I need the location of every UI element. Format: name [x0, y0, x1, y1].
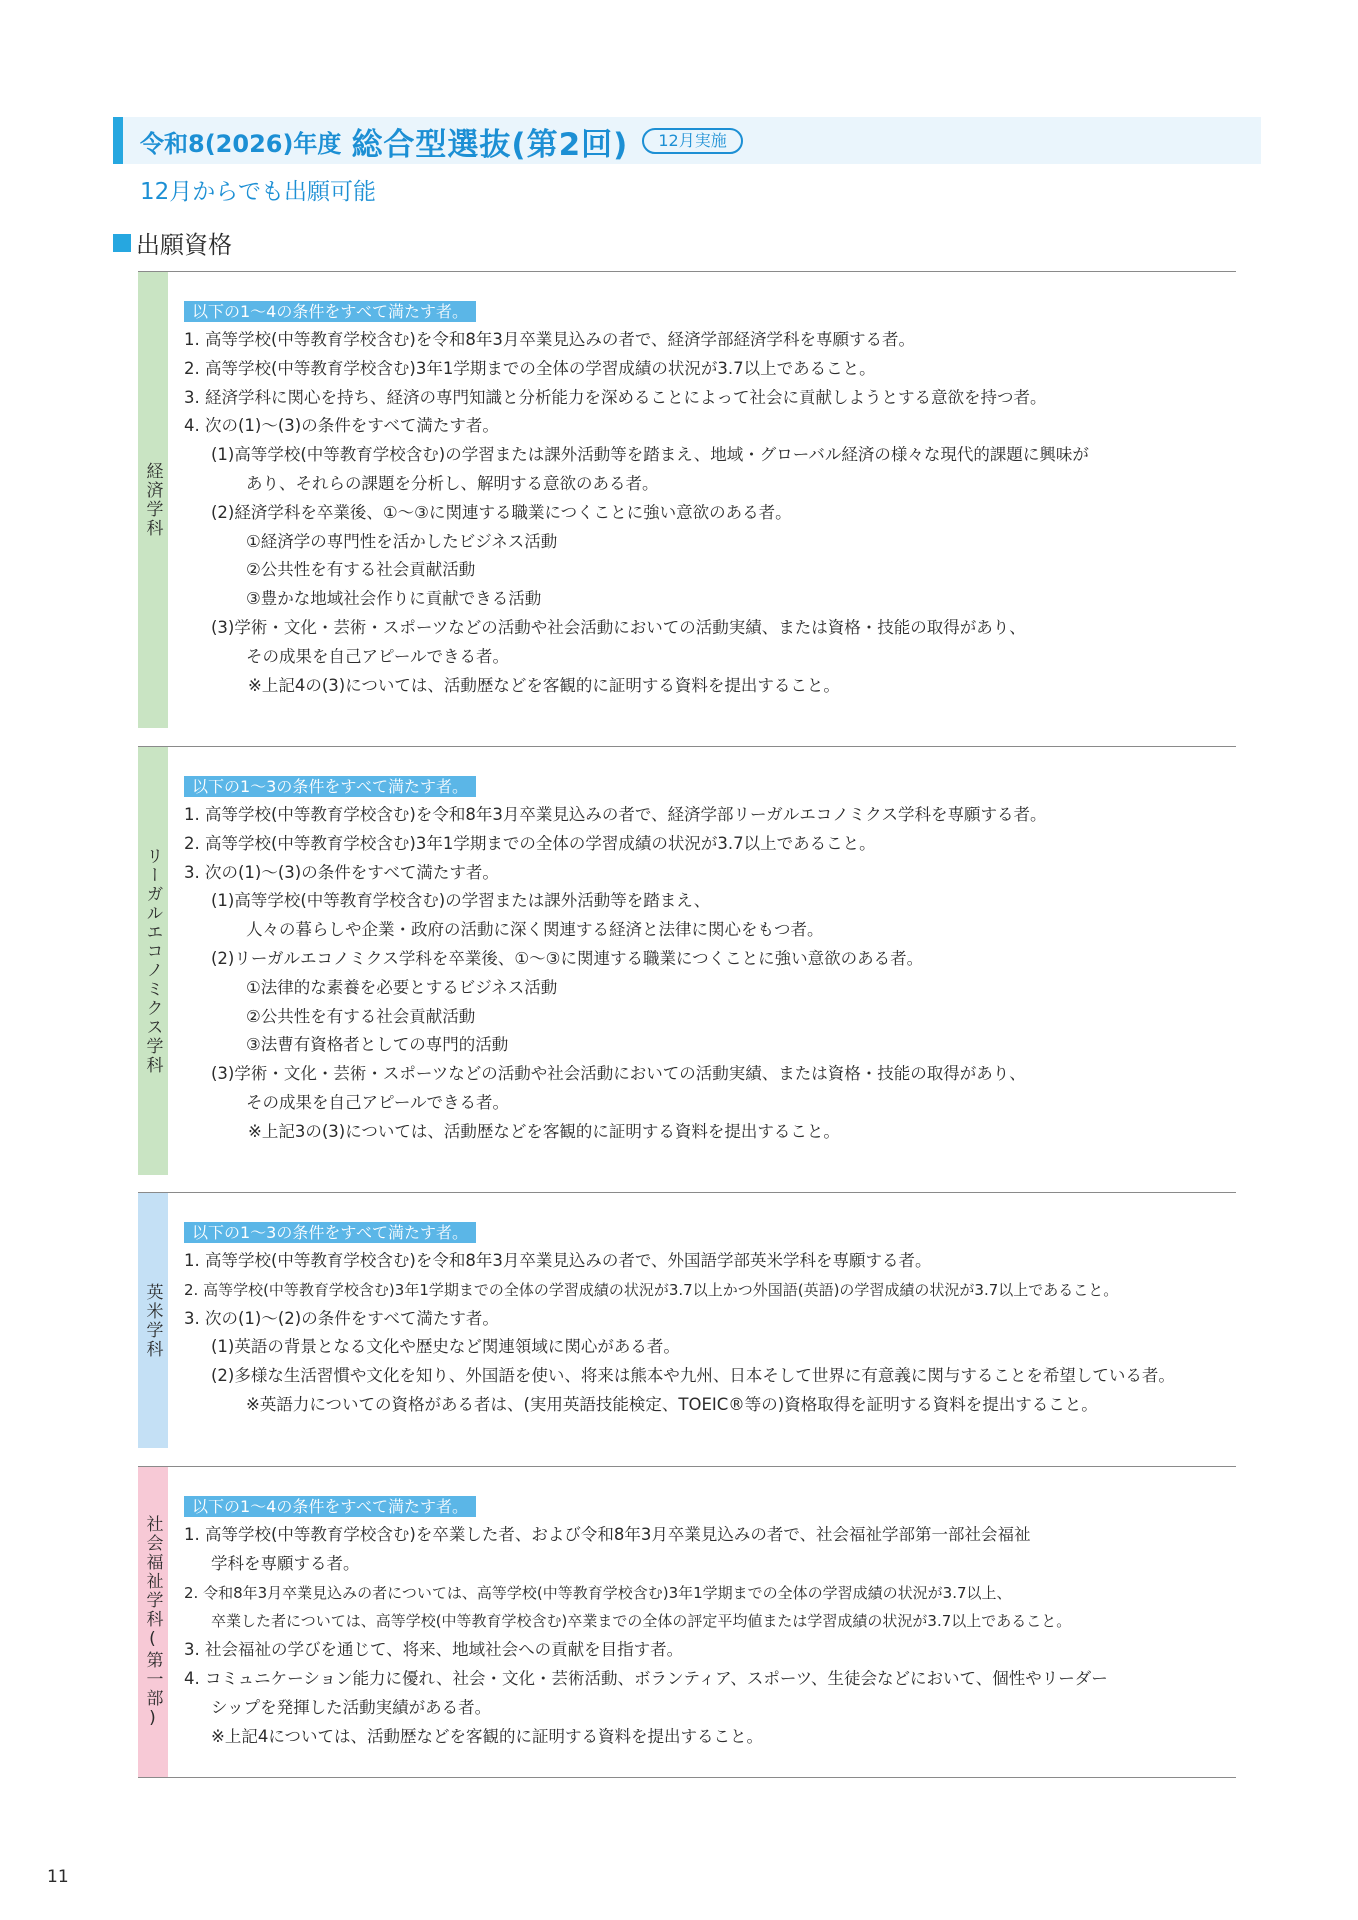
condition-line: 1. 高等学校(中等教育学校含む)を卒業した者、および令和8年3月卒業見込みの者で、社会福祉学部第一部社会福祉: [184, 1525, 1031, 1544]
section-heading: [113, 225, 232, 260]
block-social-welfare: [138, 1466, 1236, 1778]
note-line: ※上記4の(3)については、活動歴などを客観的に証明する資料を提出すること。: [248, 675, 840, 695]
condition-line: その成果を自己アピールできる者。: [246, 1092, 510, 1112]
page-number: 11: [47, 1867, 69, 1887]
block-economics: [138, 271, 1236, 728]
condition-line: (3)学術・文化・芸術・スポーツなどの活動や社会活動においての活動実績、または資格・技能の取得があり、: [211, 617, 1026, 637]
condition-line: ③豊かな地域社会作りに貢献できる活動: [246, 589, 542, 609]
page-title: [140, 119, 743, 163]
condition-line: (1)高等学校(中等教育学校含む)の学習または課外活動等を踏まえ、: [211, 891, 711, 911]
department-label: リーガルエコノミクス学科: [142, 847, 163, 1075]
condition-line: (2)多様な生活習慣や文化を知り、外国語を使い、将来は熊本や九州、日本そして世界に有意義に関与することを希望している者。: [211, 1366, 1175, 1386]
condition-lead: 以下の1～4の条件をすべて満たす者。: [184, 1496, 476, 1517]
condition-line: (1)英語の背景となる文化や歴史など関連領域に関心がある者。: [211, 1337, 680, 1357]
condition-line: 1. 高等学校(中等教育学校含む)を令和8年3月卒業見込みの者で、経済学部経済学科を専願する者。: [184, 330, 916, 349]
block-content: [184, 301, 1236, 700]
square-bullet-icon: [113, 234, 131, 252]
schedule-badge: 12月実施: [642, 128, 742, 154]
condition-line: 人々の暮らしや企業・政府の活動に深く関連する経済と法律に関心をもつ者。: [246, 920, 824, 940]
department-band: [138, 747, 168, 1175]
department-label: 経済学科: [142, 462, 163, 538]
subtitle: 12月からでも出願可能: [140, 179, 377, 205]
condition-line: ①経済学の専門性を活かしたビジネス活動: [246, 531, 558, 551]
block-english: [138, 1192, 1236, 1448]
condition-line: 2. 高等学校(中等教育学校含む)3年1学期までの全体の学習成績の状況が3.7以上かつ外国語(英語)の学習成績の状況が3.7以上であること。: [184, 1280, 1119, 1299]
condition-line: (3)学術・文化・芸術・スポーツなどの活動や社会活動においての活動実績、または資格・技能の取得があり、: [211, 1064, 1026, 1084]
condition-line: (1)高等学校(中等教育学校含む)の学習または課外活動等を踏まえ、地域・グローバル経済の様々な現代的課題に興味が: [211, 445, 1089, 465]
title-accent-bar: [113, 117, 123, 164]
condition-line: ③法曹有資格者としての専門的活動: [246, 1035, 509, 1055]
note-line: ※英語力についての資格がある者は、(実用英語技能検定、TOEIC®等の)資格取得を証明する資料を提出すること。: [246, 1394, 1098, 1414]
block-legal-economics: [138, 746, 1236, 1175]
section-title: 出願資格: [136, 231, 232, 259]
condition-line: 4. コミュニケーション能力に優れ、社会・文化・芸術活動、ボランティア、スポーツ、生徒会などにおいて、個性やリーダー: [184, 1668, 1108, 1688]
condition-line: 3. 経済学科に関心を持ち、経済の専門知識と分析能力を深めることによって社会に貢献しようとする意欲を持つ者。: [184, 387, 1047, 407]
condition-lead: 以下の1～4の条件をすべて満たす者。: [184, 301, 476, 322]
department-label: 社会福祉学科(第一部): [142, 1514, 163, 1730]
condition-lead: 以下の1～3の条件をすべて満たす者。: [184, 1222, 476, 1243]
condition-line: ①法律的な素養を必要とするビジネス活動: [246, 977, 558, 997]
condition-line: あり、それらの課題を分析し、解明する意欲のある者。: [246, 473, 659, 493]
condition-line: 2. 高等学校(中等教育学校含む)3年1学期までの全体の学習成績の状況が3.7以上であること。: [184, 833, 876, 853]
condition-line: (2)リーガルエコノミクス学科を卒業後、①～③に関連する職業につくことに強い意欲のある者。: [211, 948, 924, 968]
condition-line: 3. 次の(1)～(2)の条件をすべて満たす者。: [184, 1308, 499, 1328]
condition-lead: 以下の1～3の条件をすべて満たす者。: [184, 776, 476, 797]
condition-line: 3. 次の(1)～(3)の条件をすべて満たす者。: [184, 862, 499, 882]
condition-line: 3. 社会福祉の学びを通じて、将来、地域社会への貢献を目指す者。: [184, 1640, 684, 1660]
condition-line: その成果を自己アピールできる者。: [246, 646, 510, 666]
block-content: [184, 1222, 1236, 1420]
condition-line: ②公共性を有する社会貢献活動: [246, 1006, 476, 1026]
department-label: 英米学科: [142, 1282, 163, 1359]
condition-line: 4. 次の(1)～(3)の条件をすべて満たす者。: [184, 416, 499, 436]
note-line: ※上記4については、活動歴などを客観的に証明する資料を提出すること。: [211, 1726, 763, 1746]
block-content: [184, 776, 1236, 1147]
block-content: [184, 1496, 1236, 1751]
title-year: 令和8(2026)年度: [140, 129, 342, 158]
title-main: 総合型選抜(第2回): [351, 126, 629, 163]
department-band: [138, 272, 168, 728]
condition-line: 卒業した者については、高等学校(中等教育学校含む)卒業までの全体の評定平均値または学習成績の状況が3.7以上であること。: [211, 1612, 1072, 1631]
condition-line: (2)経済学科を卒業後、①～③に関連する職業につくことに強い意欲のある者。: [211, 502, 792, 522]
note-line: ※上記3の(3)については、活動歴などを客観的に証明する資料を提出すること。: [248, 1121, 840, 1141]
condition-line: 2. 令和8年3月卒業見込みの者については、高等学校(中等教育学校含む)3年1学期までの全体の学習成績の状況が3.7以上、: [184, 1583, 1012, 1602]
condition-line: 1. 高等学校(中等教育学校含む)を令和8年3月卒業見込みの者で、経済学部リーガルエコノミクス学科を専願する者。: [184, 805, 1047, 824]
department-band: [138, 1467, 168, 1777]
condition-line: 2. 高等学校(中等教育学校含む)3年1学期までの全体の学習成績の状況が3.7以上であること。: [184, 358, 876, 378]
condition-line: 学科を専願する者。: [211, 1553, 360, 1573]
condition-line: ②公共性を有する社会貢献活動: [246, 560, 476, 580]
department-band: [138, 1193, 168, 1448]
condition-line: 1. 高等学校(中等教育学校含む)を令和8年3月卒業見込みの者で、外国語学部英米学科を専願する者。: [184, 1251, 932, 1270]
condition-line: シップを発揮した活動実績がある者。: [211, 1697, 492, 1717]
